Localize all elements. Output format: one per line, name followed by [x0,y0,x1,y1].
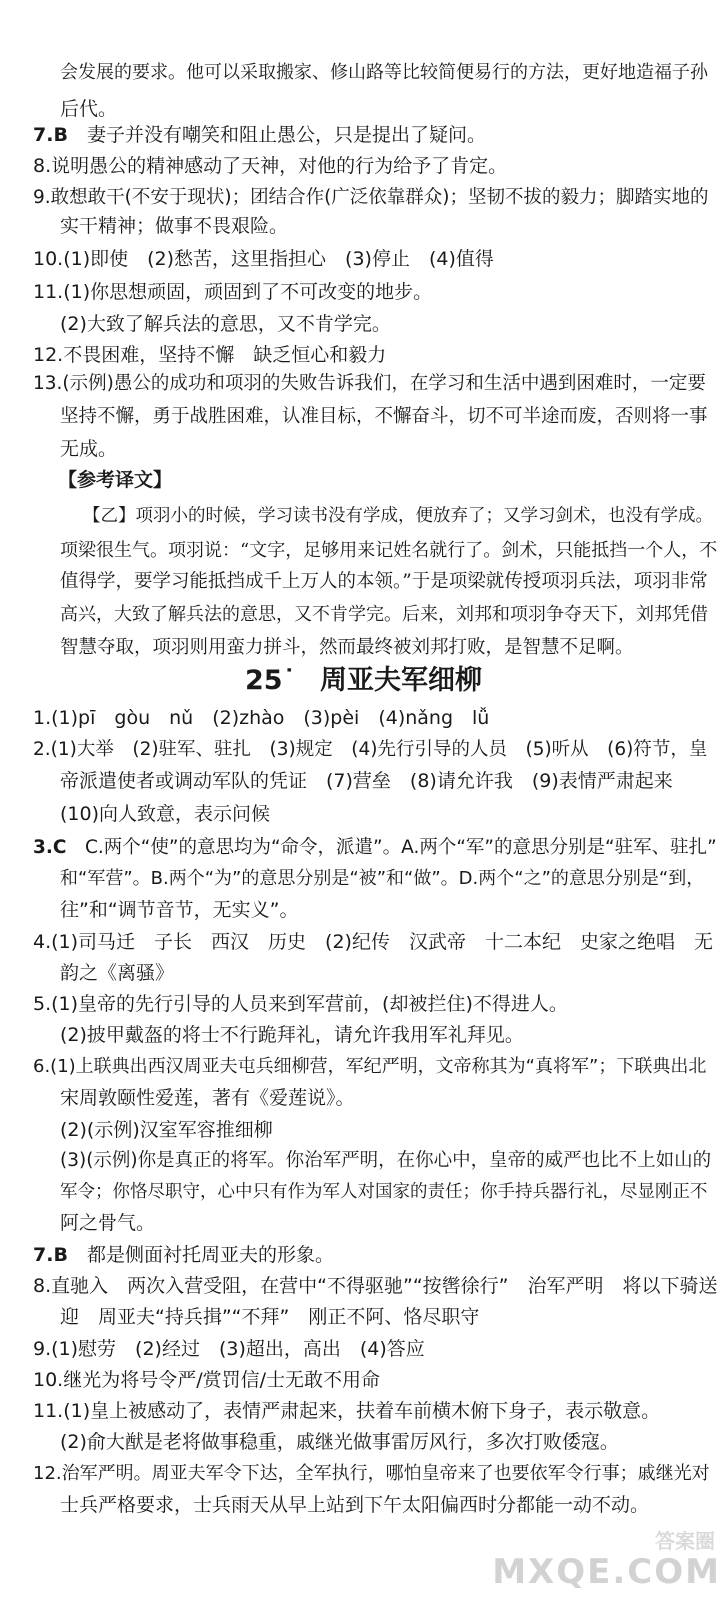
answer-11-line2: (2)大致了解兵法的意思，又不肯学完。 [60,313,391,335]
translation-line: 高兴，大致了解兵法的意思，又不肯学完。后来，刘邦和项羽争夺天下，刘邦凭借 [60,604,708,625]
translation-line: 项梁很生气。项羽说：“文字，足够用来记姓名就行了。剑术，只能抵挡一个人，不 [60,540,718,561]
answer-5-line1: 5.(1)皇帝的先行引导的人员来到军营前，(却被拦住)不得进人。 [33,993,568,1015]
answer-8-line1: 8.直驰入 两次入营受阻，在营中“不得驱驰”“按辔徐行” 治军严明 将以下骑送 [33,1275,718,1297]
section-name: 周亚夫军细柳 [320,665,483,696]
section-title [0,658,727,697]
answer-13-line1: 13.(示例)愚公的成功和项羽的失败告诉我们，在学习和生活中遇到困难时，一定要 [33,373,706,394]
answer-5-line2: (2)披甲戴盔的将士不行跪拜礼，请允许我用军礼拜见。 [60,1024,524,1046]
section-number: 25˙ [244,665,297,696]
answer-3-line1 [33,835,717,861]
answer-9-line1: 9.敢想敢干(不安于现状)；团结合作(广泛依靠群众)；坚韧不拔的毅力；脚踏实地的 [33,187,709,208]
answer-12-line1: 12.治军严明。周亚夫军令下达，全军执行，哪怕皇帝来了也要依军令行事；戚继光对 [33,1463,710,1484]
answer-6-line6: 阿之骨气。 [60,1212,156,1234]
answer-13-line3: 无成。 [60,438,118,460]
answer-4-line1: 4.(1)司马迁 子长 西汉 历史 (2)纪传 汉武帝 十二本纪 史家之绝唱 无 [33,931,713,953]
answer-6-line5: 军令；你恪尽职守，心中只有作为军人对国家的责任；你手持兵器行礼，尽显刚正不 [60,1182,708,1202]
answer-11-line1: 11.(1)皇上被感动了，表情严肃起来，扶着车前横木俯下身子，表示敬意。 [33,1400,661,1422]
answer-11-line2: (2)俞大猷是老将做事稳重，戚继光做事雷厉风行，多次打败倭寇。 [60,1431,619,1453]
answer-3-line3: 往”和“调节音节，无实义”。 [60,899,299,921]
text-line: 会发展的要求。他可以采取搬家、修山路等比较简便易行的方法，更好地造福子孙 [60,62,708,83]
watermark-logo: 答案圈 [655,1529,715,1553]
answer-1: 1.(1)pī gòu nǔ (2)zhào (3)pèi (4)nǎng lǚ [33,707,490,729]
answer-2-line2: 帝派遣使者或调动军队的凭证 (7)营垒 (8)请允许我 (9)表情严肃起来 [60,770,673,792]
answer-text: 妻子并没有嘲笑和阻止愚公，只是提出了疑问。 [86,124,486,146]
answer-8-line2: 迎 周亚夫“持兵揖”“不拜” 刚正不阿、恪尽职守 [60,1306,480,1328]
answer-12: 12.不畏困难，坚持不懈 缺乏恒心和毅力 [33,344,387,366]
watermark-url: MXQE.COM [492,1552,721,1592]
answer-text: C.两个“使”的意思均为“命令，派遣”。A.两个“军”的意思分别是“驻军、驻扎” [85,837,717,858]
answer-6-line1: 6.(1)上联典出西汉周亚夫屯兵细柳营，军纪严明，文帝称其为“真将军”；下联典出北 [33,1056,707,1077]
answer-text: 都是侧面衬托周亚夫的形象。 [86,1244,334,1266]
text-line: 后代。 [60,98,118,120]
answer-7 [33,122,486,148]
answer-10: 10.继光为将号令严/赏罚信/士无敢不用命 [33,1369,381,1391]
reference-translation-heading: 【参考译文】 [58,469,173,491]
answer-6-line3: (2)(示例)汉室军容推细柳 [60,1119,273,1141]
answer-11-line1: 11.(1)你思想顽固，顽固到了不可改变的地步。 [33,281,433,303]
answer-10: 10.(1)即使 (2)愁苦，这里指担心 (3)停止 (4)值得 [33,248,494,270]
answer-13-line2: 坚持不懈，勇于战胜困难，认准目标，不懈奋斗，切不可半途而废，否则将一事 [60,406,708,427]
answer-6-line2: 宋周敦颐性爱莲，著有《爱莲说》。 [60,1087,355,1109]
answer-8: 8.说明愚公的精神感动了天神，对他的行为给予了肯定。 [33,155,508,177]
answer-number: 7.B [33,1244,68,1266]
answer-number: 3.C [33,837,67,858]
answer-3-line2: 和“军营”。B.两个“为”的意思分别是“被”和“做”。D.两个“之”的意思分别是“到， [60,868,705,889]
answer-6-line4: (3)(示例)你是真正的将军。你治军严明，在你心中，皇帝的威严也比不上如山的 [60,1150,712,1171]
answer-9: 9.(1)慰劳 (2)经过 (3)超出，高出 (4)答应 [33,1338,425,1360]
answer-12-line2: 士兵严格要求，士兵雨天从早上站到下午太阳偏西时分都能一动不动。 [60,1494,650,1516]
translation-line: 智慧夺取，项羽则用蛮力拼斗，然而最终被刘邦打败，是智慧不足啊。 [60,637,634,658]
answer-2-line1: 2.(1)大举 (2)驻军、驻扎 (3)规定 (4)先行引导的人员 (5)听从 (6)符节，皇 [33,739,708,760]
answer-4-line2: 韵之《离骚》 [60,962,175,984]
translation-line: 值得学，要学习能抵挡成千上万人的本领。”于是项梁就传授项羽兵法，项羽非常 [60,571,708,592]
answer-2-line3: (10)向人致意，表示问候 [60,803,271,825]
answer-number: 7.B [33,124,68,146]
answer-9-line2: 实干精神；做事不畏艰险。 [60,215,289,237]
answer-7 [33,1242,334,1268]
translation-line: 【乙】项羽小的时候，学习读书没有学成，便放弃了；又学习剑术，也没有学成。 [83,506,713,526]
